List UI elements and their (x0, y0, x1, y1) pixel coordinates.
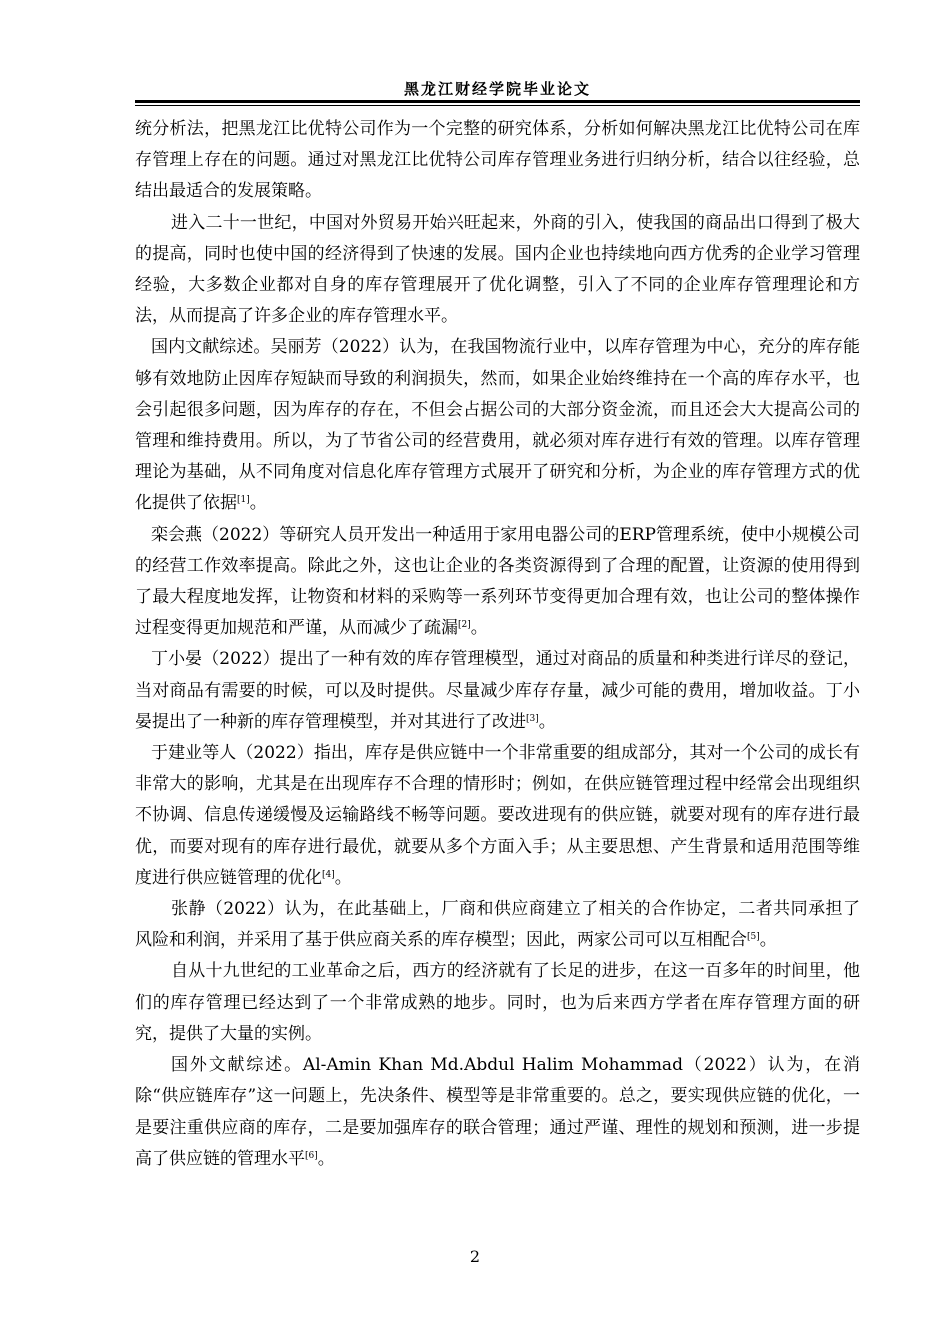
running-header: 黑龙江财经学院毕业论文 (403, 80, 591, 98)
citation-1: [1] (237, 495, 250, 506)
citation-5: [5] (747, 932, 760, 943)
header-rule-thick (135, 100, 860, 103)
citation-2: [2] (458, 620, 471, 631)
paragraph-3: 国内文献综述。吴丽芳（2022）认为，在我国物流行业中，以库存管理为中心，充分的库存能够有效地防止因库存短缺而导致的利润损失，然而，如果企业始终维持在一个高的库存水平，也会引起很多问题，因为库存的存在，不但会占据公司的大部分资金流，而且还会大大提高公司的管理和维持费用。所以，为了节省公司的经营费用，就必须对库存进行有效的管理。以库存管理理论为基础，从不同角度对信息化库存管理方式展开了研究和分析，为企业的库存管理方式的优化提供了依据[1]。 (135, 337, 860, 514)
page-number: 2 (469, 1247, 481, 1266)
paragraph-1: 统分析法，把黑龙江比优特公司作为一个完整的研究体系，分析如何解决黑龙江比优特公司在库存管理上存在的问题。通过对黑龙江比优特公司库存管理业务进行归纳分析，结合以往经验，总结出最适合的发展策略。 (135, 119, 860, 202)
paragraph-6: 于建业等人（2022）指出，库存是供应链中一个非常重要的组成部分，其对一个公司的成长有非常大的影响，尤其是在出现库存不合理的情形时；例如，在供应链管理过程中经常会出现组织不协调、信息传递缓慢及运输路线不畅等问题。要改进现有的供应链，就要对现有的库存进行最优，而要对现有的库存进行最优，就要从多个方面入手；从主要思想、产生背景和适用范围等维度进行供应链管理的优化[4]。 (135, 743, 860, 888)
paragraph-9: 国外文献综述。Al-Amin Khan Md.Abdul Halim Mohammad（2022）认为，在消除“供应链库存”这一问题上，先决条件、模型等是非常重要的。总之，要实现供应链的优化，一是要注重供应商的库存，二是要加强库存的联合管理；通过严谨、理性的规划和预测，进一步提高了供应链的管理水平[6]。 (135, 1055, 860, 1169)
paragraph-8: 自从十九世纪的工业革命之后，西方的经济就有了长足的进步，在这一百多年的时间里，他们的库存管理已经达到了一个非常成熟的地步。同时，也为后来西方学者在库存管理方面的研究，提供了大量的实例。 (135, 961, 860, 1044)
paragraph-2: 进入二十一世纪，中国对外贸易开始兴旺起来，外商的引入，使我国的商品出口得到了极大的提高，同时也使中国的经济得到了快速的发展。国内企业也持续地向西方优秀的企业学习管理经验，大多数企业都对自身的库存管理展开了优化调整，引入了不同的企业库存管理理论和方法，从而提高了许多企业的库存管理水平。 (135, 212, 860, 327)
citation-3: [3] (526, 713, 539, 724)
paragraph-4: 栾会燕（2022）等研究人员开发出一种适用于家用电器公司的ERP管理系统，使中小规模公司的经营工作效率提高。除此之外，这也让企业的各类资源得到了合理的配置，让资源的使用得到了最大程度地发挥，让物资和材料的采购等一系列环节变得更加合理有效，也让公司的整体操作过程变得更加规范和严谨，从而减少了疏漏[2]。 (135, 524, 860, 639)
body-text (135, 114, 860, 1175)
citation-6: [6] (305, 1150, 318, 1161)
header-rule-thin (135, 105, 860, 106)
paragraph-7: 张静（2022）认为，在此基础上，厂商和供应商建立了相关的合作协定，二者共同承担了风险和利润，并采用了基于供应商关系的库存模型；因此，两家公司可以互相配合[5]。 (135, 899, 860, 951)
citation-4: [4] (322, 869, 335, 880)
paragraph-5: 丁小晏（2022）提出了一种有效的库存管理模型，通过对商品的质量和种类进行详尽的登记，当对商品有需要的时候，可以及时提供。尽量减少库存存量，减少可能的费用，增加收益。丁小晏提出了一种新的库存管理模型，并对其进行了改进[3]。 (135, 649, 860, 732)
